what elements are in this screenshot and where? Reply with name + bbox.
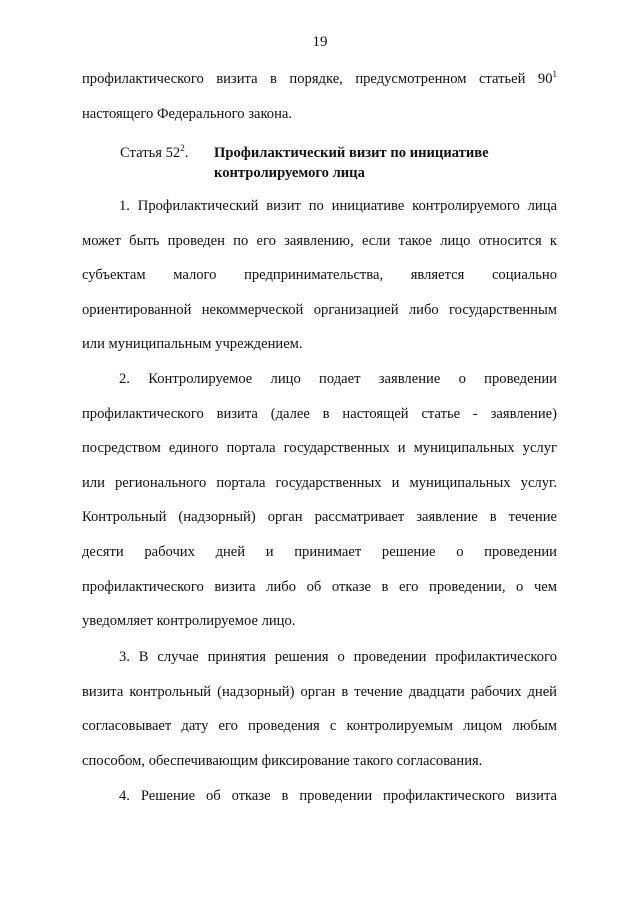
paragraph-line: Контрольный (надзорный) орган рассматривает заявление в течение <box>82 509 557 526</box>
paragraph-line: визита контрольный (надзорный) орган в течение двадцати рабочих дней <box>82 683 557 700</box>
article-number-dot: . <box>184 145 189 161</box>
paragraph-line: 4. Решение об отказе в проведении профилактического визита <box>119 788 557 804</box>
article-title-line-2: контролируемого лица <box>214 165 365 181</box>
paragraph-line: десяти рабочих дней и принимает решение о проведении <box>82 543 557 560</box>
article-number-sup: 2 <box>180 143 185 153</box>
intro-line-2: настоящего Федерального закона. <box>82 105 293 122</box>
paragraph-line: 2. Контролируемое лицо подает заявление о проведении <box>119 371 557 387</box>
paragraph-line: может быть проведен по его заявлению, если такое лицо относится к <box>82 232 557 249</box>
paragraph-1 <box>82 189 557 362</box>
paragraph-2 <box>82 362 557 639</box>
paragraph-line: профилактического визита (далее в настоящей статье - заявление) <box>82 405 557 422</box>
article-number: Статья 52 <box>120 145 181 161</box>
intro-line-1-text: профилактического визита в порядке, предусмотренном статьей 90 <box>82 71 553 87</box>
paragraph-3 <box>82 640 557 778</box>
article-title-line-1: Профилактический визит по инициативе <box>214 145 489 161</box>
paragraph-line: посредством единого портала государственных и муниципальных услуг <box>82 440 557 457</box>
intro-text <box>82 62 557 131</box>
footnote-marker: 1 <box>552 69 557 79</box>
paragraph-line: профилактического визита либо об отказе в его проведении, о чем <box>82 578 557 595</box>
paragraph-line: или регионального портала государственных и муниципальных услуг. <box>82 474 557 491</box>
page-number: 19 <box>312 34 328 50</box>
paragraph-line: способом, обеспечивающим фиксирование такого согласования. <box>82 752 483 769</box>
paragraph-line: ориентированной некоммерческой организацией либо государственным <box>82 301 557 318</box>
paragraph-4 <box>82 779 557 814</box>
intro-line-1 <box>82 62 557 97</box>
paragraph-line: согласовывает дату его проведения с контролируемым лицом любым <box>82 718 557 735</box>
paragraph-line: уведомляет контролируемое лицо. <box>82 613 296 630</box>
paragraph-line: субъектам малого предпринимательства, является социально <box>82 267 557 284</box>
paragraph-line: 3. В случае принятия решения о проведении профилактического <box>119 649 557 665</box>
paragraph-line: или муниципальным учреждением. <box>82 336 303 353</box>
article-title <box>214 143 489 183</box>
article-label <box>120 143 188 163</box>
paragraph-line: 1. Профилактический визит по инициативе контролируемого лица <box>119 198 557 214</box>
